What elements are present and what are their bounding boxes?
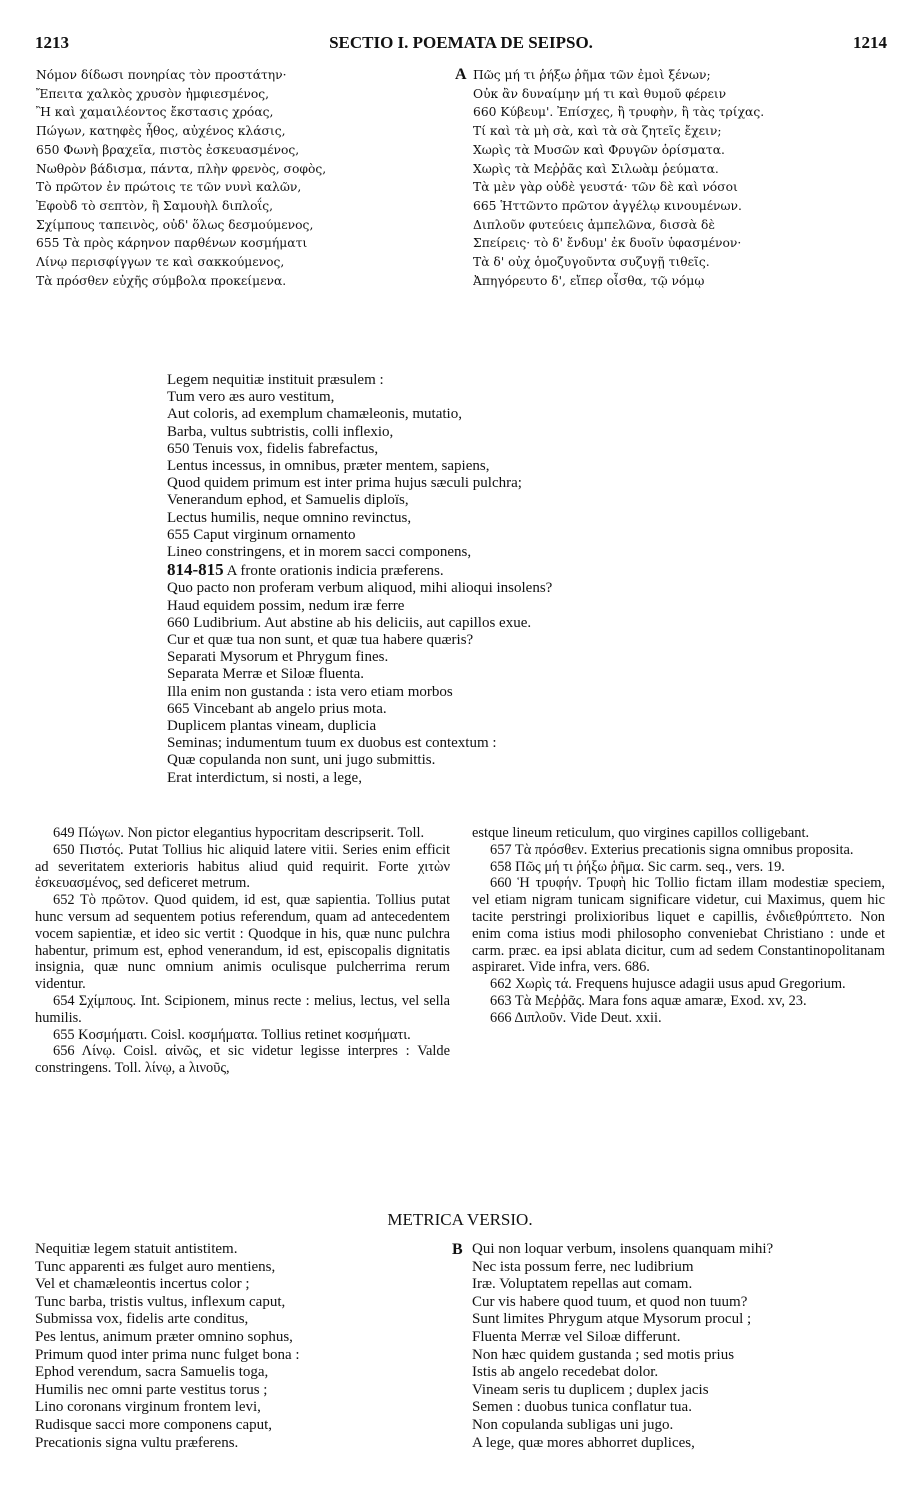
metrical-verse-line: Primum quod inter prima nunc fulget bona : — [35, 1346, 300, 1363]
greek-text-left-column — [36, 66, 446, 290]
footnote: 656 Λίνῳ. Coisl. αἰνῶς, et sic videtur legisse interpres : Valde constringens. Toll. λίνῳ, a λινοῦς, — [35, 1043, 450, 1077]
greek-verse-line: Λίνῳ περισφίγγων τε καὶ σακκούμενος, — [36, 255, 285, 270]
greek-verse-line: Νόμον δίδωσι πονηρίας τὸν προστάτην· — [36, 68, 287, 82]
greek-text-right-column — [473, 66, 893, 290]
metrical-verse-line: Nec ista possum ferre, nec ludibrium — [472, 1258, 694, 1275]
metrical-verse-line: Pes lentus, animum præter omnino sophus, — [35, 1328, 293, 1345]
metrical-verse-line: Istis ab angelo recedebat dolor. — [472, 1364, 659, 1381]
latin-translation — [167, 372, 727, 787]
latin-verse-line: Aut coloris, ad exemplum chamæleonis, mutatio, — [167, 406, 462, 423]
latin-verse-line: Venerandum ephod, et Samuelis diploïs, — [167, 492, 409, 509]
metrical-verse-line: Submissa vox, fidelis arte conditus, — [35, 1311, 249, 1328]
metrical-verse-left — [35, 1241, 435, 1452]
greek-verse-line: Χωρὶς τὰ Μεῤῥᾶς καὶ Σιλωὰμ ῥεύματα. — [473, 161, 719, 176]
latin-verse-line: Erat interdictum, si nosti, a lege, — [167, 769, 362, 786]
greek-verse-line: Ἢ καὶ χαμαιλέοντος ἔκστασις χρόας, — [36, 105, 274, 120]
header-title: SECTIO I. POEMATA DE SEIPSO. — [329, 33, 593, 52]
margin-letter-b: B — [452, 1241, 463, 1258]
latin-verse-line: Haud equidem possim, nedum iræ ferre — [167, 597, 405, 614]
column-number-marker: 814-815 — [167, 561, 224, 580]
footnote: 662 Χωρὶς τά. Frequens hujusce adagii usus apud Gregorium. — [490, 976, 846, 993]
notes-right-column — [472, 825, 885, 1027]
latin-verse-line: Duplicem plantas vineam, duplicia — [167, 718, 377, 735]
metrical-verse-line: Humilis nec omni parte vestitus torus ; — [35, 1381, 268, 1398]
metrical-verse-line: Iræ. Voluptatem repellas aut comam. — [472, 1276, 693, 1293]
latin-verse-line: Quæ copulanda non sunt, uni jugo submittis. — [167, 752, 436, 769]
metrical-verse-line: Tunc barba, tristis vultus, inflexum caput, — [35, 1293, 286, 1310]
metrical-verse-right — [472, 1241, 892, 1452]
latin-verse-line: Tum vero æs auro vestitum, — [167, 389, 335, 406]
footnote: 666 Διπλοῦν. Vide Deut. xxii. — [490, 1009, 662, 1026]
greek-verse-line: Πώγων, κατηφὲς ἦθος, αὐχένος κλάσις, — [36, 124, 286, 139]
greek-verse-line: Ἐφοὺδ τὸ σεπτὸν, ἢ Σαμουὴλ διπλοΐς, — [36, 198, 274, 213]
notes-left-column — [35, 825, 450, 1077]
greek-verse-line: Τὰ δ' οὐχ ὁμοζυγοῦντα συζυγῇ τιθεῖς. — [473, 255, 710, 270]
latin-verse-line: Barba, vultus subtristis, colli inflexio, — [167, 423, 394, 440]
footnote: 657 Τὰ πρόσθεν. Exterius precationis signa omnibus proposita. — [490, 841, 854, 858]
latin-line-text: A fronte orationis indicia præferens. — [226, 563, 444, 580]
footnote: estque lineum reticulum, quo virgines capillos colligebant. — [472, 825, 810, 841]
metrical-verse-line: Ephod verendum, sacra Samuelis toga, — [35, 1364, 269, 1381]
footnote: 649 Πώγων. Non pictor elegantius hypocritam descripserit. Toll. — [53, 825, 425, 841]
footnote: 658 Πῶς μή τι ῥήξω ῥῆμα. Sic carm. seq., vers. 19. — [490, 858, 785, 875]
greek-verse-line: Πῶς μή τι ῥήξω ῥῆμα τῶν ἐμοὶ ξένων; — [473, 68, 711, 82]
footnote: 660 Ἡ τρυφήν. Τρυφὴ hic Tollio fictam illam modestiæ speciem, vel etiam nigram tunicam significare videtur, cui Maximus, quem hic tacite perstringi prolixioribus liquet e capillis, ἐνδιεθρύπτετο. Non enim coma istius modi philosopho conveniebat Christiano : unde et carm. præc. ea ipsi ablata dicitur, cum ad sedem Constantinopolitanam aspiraret. Vide infra, vers. 686. — [472, 875, 885, 976]
greek-verse-line: Ἀπηγόρευτο δ', εἴπερ οἶσθα, τῷ νόμῳ — [473, 273, 705, 288]
latin-verse-line: Lineo constringens, et in morem sacci componens, — [167, 544, 472, 561]
latin-verse-line: Legem nequitiæ instituit præsulem : — [167, 372, 384, 388]
running-header — [35, 33, 887, 55]
metrical-verse-line: Qui non loquar verbum, insolens quanquam mihi? — [472, 1241, 774, 1257]
greek-verse-line: Χωρὶς τὰ Μυσῶν καὶ Φρυγῶν ὁρίσματα. — [473, 142, 725, 157]
latin-verse-line: Quod quidem primum est inter prima hujus sæculi pulchra; — [167, 475, 522, 492]
greek-verse-line: 660 Κύβευμ'. Ἐπίσχες, ἢ τρυφὴν, ἢ τὰς τρίχας. — [473, 105, 765, 120]
greek-verse-line: Τὰ μὲν γὰρ οὐδὲ γευστά· τῶν δὲ καὶ νόσοι — [473, 180, 738, 195]
greek-verse-line: Τὰ πρόσθεν εὐχῆς σύμβολα προκείμενα. — [36, 273, 287, 288]
latin-verse-line: Cur et quæ tua non sunt, et quæ tua habere quæris? — [167, 632, 474, 649]
greek-verse-line: Ἔπειτα χαλκὸς χρυσὸν ἠμφιεσμένος, — [36, 86, 270, 101]
metrical-verse-line: Cur vis habere quod tuum, et quod non tuum? — [472, 1293, 748, 1310]
latin-verse-line: Lectus humilis, neque omnino revinctus, — [167, 509, 412, 526]
greek-verse-line: Διπλοῦν φυτεύεις ἀμπελῶνα, δισσὰ δὲ — [473, 217, 715, 232]
footnote: 652 Τὸ πρῶτον. Quod quidem, id est, quæ sapientia. Tollius putat hunc versum ad sequentem potius referendum, quam ad antecedentem vocem sapientiæ, et ideo sic vertit : Quodque in his, quæ nunc pulchra habentur, primum est, ephod venerandum, id est, episcopalis dignitatis insignia, quæ nunc omnium animis oculisque pulcherrima rerum videntur. — [35, 892, 450, 993]
greek-verse-line: Τί καὶ τὰ μὴ σὰ, καὶ τὰ σὰ ζητεῖς ἔχειν; — [473, 124, 722, 139]
metrical-verse-line: Vel et chamæleontis incertus color ; — [35, 1276, 250, 1293]
latin-verse-line: Quo pacto non proferam verbum aliquod, mihi alioqui insolens? — [167, 580, 553, 597]
greek-verse-line: 655 Τὰ πρὸς κάρηνον παρθένων κοσμήματι — [36, 236, 308, 251]
footnote: 650 Πιστός. Putat Tollius hic aliquid latere vitii. Series enim efficit ad severitatem exterioris habitus aliud quid requirit. Forte χιτὼν ἐσκευασμένος, sed deficeret metrum. — [35, 841, 450, 892]
latin-verse-line: 655 Caput virginum ornamento — [167, 526, 356, 543]
latin-verse-line: 660 Ludibrium. Aut abstine ab his deliciis, aut capillos exue. — [167, 614, 532, 631]
page-number-left: 1213 — [35, 33, 69, 52]
page-number-right: 1214 — [853, 33, 887, 52]
metrical-verse-line: Non copulanda subligas uni jugo. — [472, 1416, 674, 1433]
footnote: 663 Τὰ Μεῤῥᾶς. Mara fons aquæ amaræ, Exod. xv, 23. — [490, 992, 807, 1009]
metrical-verse-line: Sunt limites Phrygum atque Mysorum procul ; — [472, 1311, 752, 1328]
latin-verse-line: Illa enim non gustanda : ista vero etiam morbos — [167, 683, 453, 700]
metrical-verse-line: Tunc apparenti æs fulget auro mentiens, — [35, 1258, 276, 1275]
greek-verse-line: 650 Φωνὴ βραχεῖα, πιστὸς ἐσκευασμένος, — [36, 142, 300, 157]
greek-verse-line: Σχίμπους ταπεινὸς, οὐδ' ὅλως δεσμούμενος, — [36, 217, 314, 232]
metrical-verse-line: Precationis signa vultu præferens. — [35, 1434, 239, 1451]
footnote: 654 Σχίμπους. Int. Scipionem, minus recte : melius, lectus, vel sella humilis. — [35, 992, 450, 1026]
metrical-verse-line: Rudisque sacci more componens caput, — [35, 1416, 273, 1433]
greek-verse-line: Νωθρὸν βάδισμα, πάντα, πλὴν φρενὸς, σοφὸς, — [36, 161, 327, 176]
latin-verse-line: Separati Mysorum et Phrygum fines. — [167, 649, 389, 666]
metrical-verse-line: A lege, quæ mores abhorret duplices, — [472, 1434, 695, 1451]
latin-verse-line — [167, 561, 727, 580]
metrical-verse-line: Lino coronans virginum frontem levi, — [35, 1399, 261, 1416]
greek-verse-line: Σπείρεις· τὸ δ' ἔνδυμ' ἐκ δυοῖν ὑφασμένον· — [473, 236, 742, 251]
footnote: 655 Κοσμήματι. Coisl. κοσμήματα. Tollius retinet κοσμήματι. — [53, 1026, 411, 1043]
latin-verse-line: 665 Vincebant ab angelo prius mota. — [167, 700, 387, 717]
latin-verse-line: Separata Merræ et Siloæ fluenta. — [167, 666, 365, 683]
metrical-verse-line: Fluenta Merræ vel Siloæ differunt. — [472, 1328, 681, 1345]
metrica-versio-title: METRICA VERSIO. — [387, 1210, 533, 1229]
margin-letter-a: A — [455, 66, 467, 83]
metrical-verse-line: Non hæc quidem gustanda ; sed motis prius — [472, 1346, 735, 1363]
greek-verse-line: Τὸ πρῶτον ἐν πρώτοις τε τῶν νυνὶ καλῶν, — [36, 180, 302, 195]
metrical-verse-line: Vineam seris tu duplicem ; duplex jacis — [472, 1381, 709, 1398]
latin-verse-line: Lentus incessus, in omnibus, præter mentem, sapiens, — [167, 458, 490, 475]
metrical-verse-line: Semen : duobus tunica conflatur tua. — [472, 1399, 692, 1416]
latin-verse-line: 650 Tenuis vox, fidelis fabrefactus, — [167, 440, 379, 457]
greek-verse-line: Οὐκ ἂν δυναίμην μή τι καὶ θυμοῦ φέρειν — [473, 86, 727, 101]
greek-verse-line: 665 Ἡττῶντο πρῶτον ἀγγέλῳ κινουμένων. — [473, 198, 742, 213]
metrical-verse-line: Nequitiæ legem statuit antistitem. — [35, 1241, 238, 1257]
latin-verse-line: Seminas; indumentum tuum ex duobus est contextum : — [167, 735, 497, 752]
